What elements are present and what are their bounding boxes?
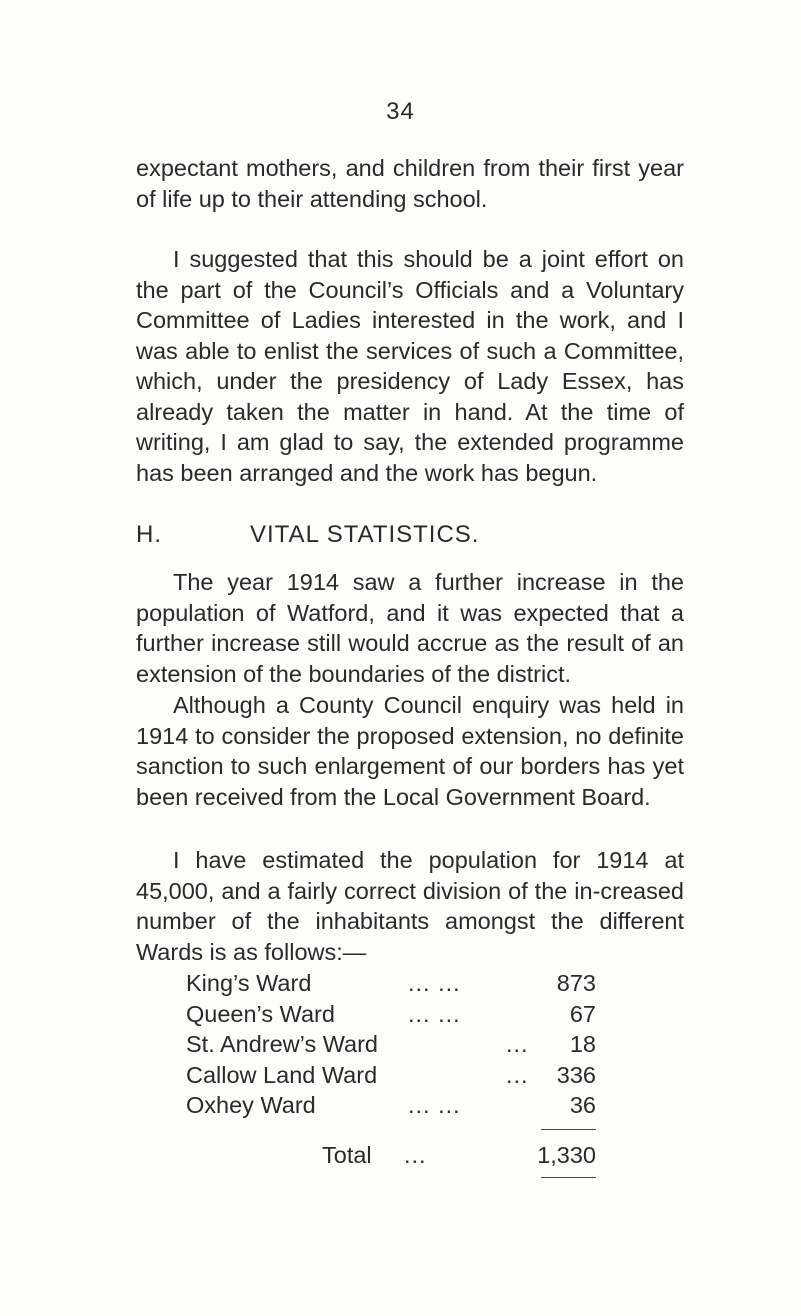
paragraph-3-text: The year 1914 saw a further increase in the population of Watford, and it was expected that a further increase still would accrue as the result of an extension of the boundaries of the district.: [136, 569, 684, 687]
leader-dots: ... ...: [408, 1092, 461, 1118]
paragraph-2: [136, 244, 684, 488]
table-row: [186, 1029, 596, 1060]
leader-dots: ... ...: [408, 970, 461, 996]
table-row: [186, 1090, 596, 1121]
table-row: [186, 999, 596, 1030]
paragraph-4-text: Although a County Council enquiry was held in 1914 to consider the proposed extension, no definite sanction to such enlargement of our borders has yet been received from the Local Government Board.: [136, 692, 684, 810]
leader-dots: ...: [506, 1061, 529, 1088]
paragraph-1-text: expectant mothers, and children from their first year of life up to their attending school.: [136, 155, 684, 212]
ward-name: St. Andrew’s Ward: [186, 1031, 378, 1057]
ward-name: Callow Land Ward: [186, 1061, 378, 1088]
paragraph-5: [136, 845, 684, 967]
paragraph-1: [136, 153, 684, 214]
paragraph-4: [136, 690, 684, 812]
ward-name: Oxhey Ward: [186, 1092, 316, 1118]
ward-value: 67: [569, 1000, 596, 1027]
ward-name: Queen’s Ward: [186, 1000, 335, 1027]
ward-name: King’s Ward: [186, 970, 312, 996]
sum-rule: [541, 1129, 596, 1130]
ward-population-table: [186, 968, 596, 1168]
total-value: 1,330: [537, 1142, 596, 1168]
paragraph-5-text: I have estimated the population for 1914 at 45,000, and a fairly correct division of the in-creased number of the inhabitants amongst the different Wards is as follows:—: [136, 847, 684, 965]
paragraph-3: [136, 567, 684, 689]
ward-value: 36: [569, 1092, 596, 1118]
total-rule: [541, 1177, 596, 1178]
ward-value: 873: [556, 970, 596, 996]
table-row: [186, 968, 596, 999]
ward-value: 18: [569, 1031, 596, 1057]
section-letter: H.: [136, 521, 162, 548]
ward-value: 336: [556, 1061, 596, 1088]
paragraph-2-text: I suggested that this should be a joint effort on the part of the Council’s Officials and a Voluntary Committee of Ladies interested in the work, and I was able to enlist the services of such a Committee, which, under the presidency of Lady Essex, has already taken the matter in hand. At the time of writing, I am glad to say, the extended programme has been arranged and the work has begun.: [136, 246, 684, 486]
total-label: Total: [322, 1142, 372, 1168]
leader-dots: ...: [404, 1142, 427, 1168]
leader-dots: ...: [506, 1031, 529, 1057]
leader-dots: ... ...: [408, 1000, 461, 1027]
section-title: VITAL STATISTICS.: [250, 521, 480, 548]
total-row: [186, 1140, 596, 1171]
page-number: 34: [386, 98, 415, 125]
table-row: [186, 1060, 596, 1091]
